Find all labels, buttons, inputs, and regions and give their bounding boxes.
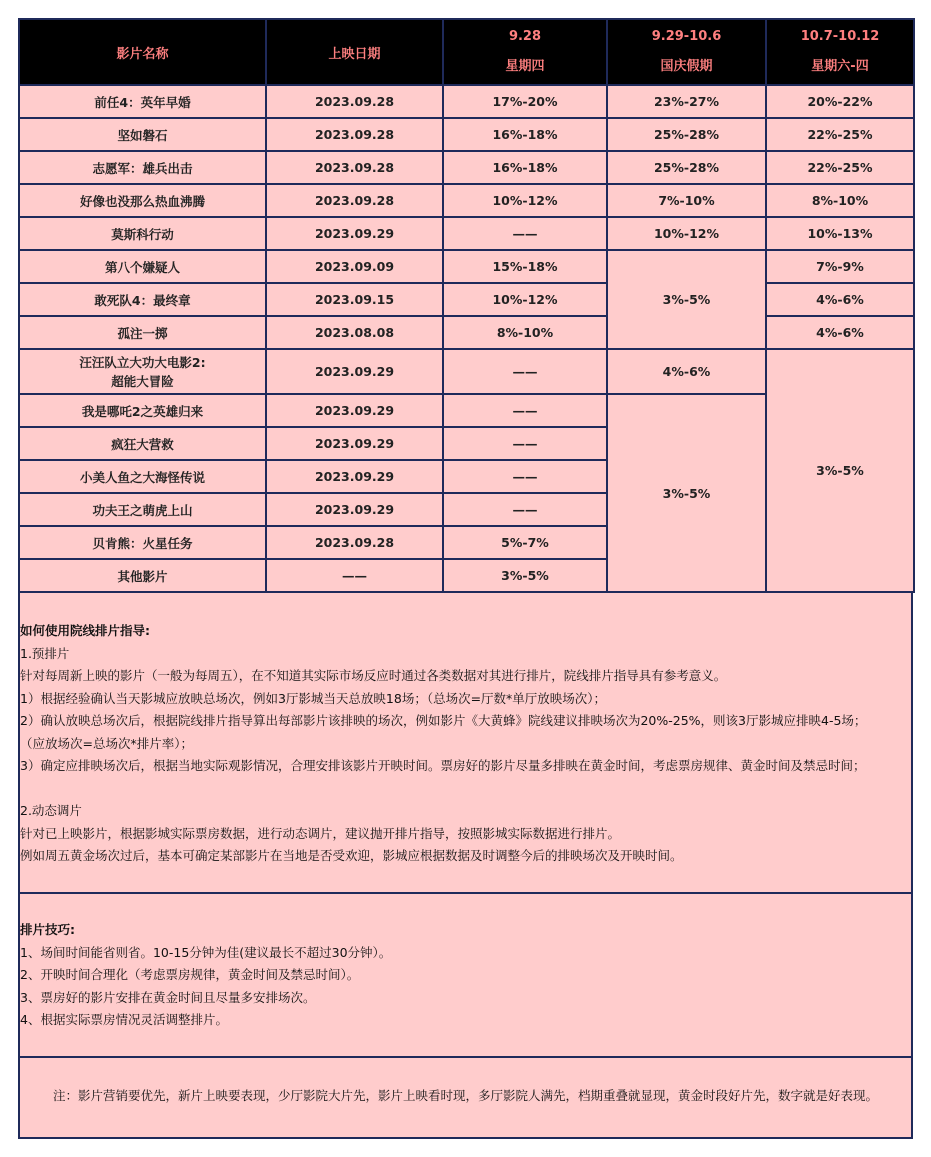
share-period-3: 22%-25% bbox=[766, 151, 914, 184]
tip-line: 1、场间时间能省则省。10-15分钟为佳(建议最长不超过30分钟）。 bbox=[20, 944, 392, 960]
share-period-1: —— bbox=[443, 217, 607, 250]
tip-line: 3、票房好的影片安排在黄金时间且尽量多安排场次。 bbox=[20, 989, 316, 1005]
share-period-2: 4%-6% bbox=[607, 349, 766, 394]
table-header-row bbox=[19, 19, 914, 85]
scheduling-tips-section bbox=[20, 919, 911, 1032]
share-period-1: —— bbox=[443, 394, 607, 427]
film-name: 坚如磐石 bbox=[19, 118, 266, 151]
share-period-3: 22%-25% bbox=[766, 118, 914, 151]
film-name: 前任4：英年早婚 bbox=[19, 85, 266, 118]
header-period-1-date: 9.28 bbox=[508, 29, 542, 44]
table-row bbox=[19, 118, 914, 151]
table-row bbox=[19, 316, 914, 349]
film-name: 小美人鱼之大海怪传说 bbox=[19, 460, 266, 493]
share-period-1: 16%-18% bbox=[443, 151, 607, 184]
film-name: 莫斯科行动 bbox=[19, 217, 266, 250]
share-period-1: 5%-7% bbox=[443, 526, 607, 559]
release-date: 2023.09.28 bbox=[266, 118, 443, 151]
share-period-1: —— bbox=[443, 460, 607, 493]
share-period-3: 4%-6% bbox=[766, 316, 914, 349]
usage-guide-title: 如何使用院线排片指导: bbox=[20, 623, 150, 638]
guide-line: 针对已上映影片，根据影城实际票房数据，进行动态调片，建议抛开排片指导，按照影城实际数据进行排片。 bbox=[20, 825, 621, 841]
table-row bbox=[19, 184, 914, 217]
release-date: 2023.09.29 bbox=[266, 394, 443, 427]
share-period-2: 7%-10% bbox=[607, 184, 766, 217]
release-date: 2023.09.28 bbox=[266, 184, 443, 217]
film-name: 好像也没那么热血沸腾 bbox=[19, 184, 266, 217]
table-row bbox=[19, 151, 914, 184]
guide-line: 3）确定应排映场次后，根据当地实际观影情况，合理安排该影片开映时间。票房好的影片尽量多排映在黄金时间，考虑票房规律、黄金时间及禁忌时间； bbox=[20, 758, 866, 773]
film-name: 志愿军：雄兵出击 bbox=[19, 151, 266, 184]
share-period-3: 20%-22% bbox=[766, 85, 914, 118]
release-date: 2023.09.28 bbox=[266, 85, 443, 118]
header-period-1-day: 星期四 bbox=[505, 59, 545, 74]
guide-line: 2）确认放映总场次后，根据院线排片指导算出每部影片该排映的场次，例如影片《大黄蜂》院线建议排映场次为20%-25%，则该3厅影城应排映4-5场； bbox=[20, 713, 867, 728]
guide-line: 1.预排片 bbox=[20, 645, 70, 661]
film-name: 第八个嫌疑人 bbox=[19, 250, 266, 283]
film-name: 其他影片 bbox=[19, 559, 266, 592]
share-period-1: 15%-18% bbox=[443, 250, 607, 283]
share-period-3: 4%-6% bbox=[766, 283, 914, 316]
release-date: 2023.09.29 bbox=[266, 493, 443, 526]
table-row bbox=[19, 250, 914, 283]
share-period-1: 10%-12% bbox=[443, 184, 607, 217]
film-name bbox=[19, 349, 266, 394]
header-period-3-date: 10.7-10.12 bbox=[800, 29, 880, 44]
table-row bbox=[19, 349, 914, 394]
tips-title: 排片技巧: bbox=[20, 922, 75, 937]
release-date: 2023.09.15 bbox=[266, 283, 443, 316]
film-name-line-2: 超能大冒险 bbox=[111, 373, 174, 389]
share-period-2: 23%-27% bbox=[607, 85, 766, 118]
film-name: 功夫王之萌虎上山 bbox=[19, 493, 266, 526]
table-row bbox=[19, 283, 914, 316]
tip-line: 4、根据实际票房情况灵活调整排片。 bbox=[20, 1012, 228, 1027]
table-row bbox=[19, 85, 914, 118]
share-period-3-merged: 3%-5% bbox=[766, 349, 914, 592]
header-period-3 bbox=[766, 19, 914, 85]
header-period-2 bbox=[607, 19, 766, 85]
tip-line: 2、开映时间合理化（考虑票房规律，黄金时间及禁忌时间）。 bbox=[20, 967, 360, 982]
header-period-3-day: 星期六-四 bbox=[811, 59, 869, 74]
header-period-2-day: 国庆假期 bbox=[660, 59, 713, 74]
guide-line: 针对每周新上映的影片（一般为每周五），在不知道其实际市场反应时通过各类数据对其进行排片，院线排片指导具有参考意义。 bbox=[20, 668, 727, 683]
share-period-2: 25%-28% bbox=[607, 118, 766, 151]
release-date: 2023.08.08 bbox=[266, 316, 443, 349]
share-period-1: 8%-10% bbox=[443, 316, 607, 349]
film-name: 敢死队4：最终章 bbox=[19, 283, 266, 316]
share-period-1: 16%-18% bbox=[443, 118, 607, 151]
release-date: 2023.09.29 bbox=[266, 427, 443, 460]
guide-line: 例如周五黄金场次过后，基本可确定某部影片在当地是否受欢迎，影城应根据数据及时调整今后的排映场次及开映时间。 bbox=[20, 848, 683, 863]
share-period-3: 8%-10% bbox=[766, 184, 914, 217]
film-name: 贝肯熊：火星任务 bbox=[19, 526, 266, 559]
film-name: 疯狂大营救 bbox=[19, 427, 266, 460]
share-period-3: 7%-9% bbox=[766, 250, 914, 283]
release-date: —— bbox=[266, 559, 443, 592]
footer-note: 注：影片营销要优先，新片上映要表现，少厅影院大片先，影片上映看时现，多厅影院人满先，档期重叠就显现，黄金时段好片先，数字就是好表现。 bbox=[52, 1088, 878, 1103]
guide-line: （应放场次=总场次*排片率）； bbox=[20, 735, 193, 751]
header-release-date: 上映日期 bbox=[266, 19, 443, 85]
section-divider bbox=[18, 892, 913, 894]
guide-line: 1）根据经验确认当天影城应放映总场次，例如3厅影城当天总放映18场；（总场次=厅数*单厅放映场次）； bbox=[20, 690, 607, 706]
share-period-2: 10%-12% bbox=[607, 217, 766, 250]
share-period-1: 17%-20% bbox=[443, 85, 607, 118]
section-divider bbox=[18, 1056, 913, 1058]
header-period-2-date: 9.29-10.6 bbox=[651, 29, 722, 44]
share-period-1: —— bbox=[443, 427, 607, 460]
usage-guide-section bbox=[20, 620, 911, 868]
share-period-2-merged: 3%-5% bbox=[607, 394, 766, 592]
table-row bbox=[19, 217, 914, 250]
share-period-1: 3%-5% bbox=[443, 559, 607, 592]
film-name: 孤注一掷 bbox=[19, 316, 266, 349]
release-date: 2023.09.29 bbox=[266, 349, 443, 394]
release-date: 2023.09.28 bbox=[266, 526, 443, 559]
share-period-3: 10%-13% bbox=[766, 217, 914, 250]
release-date: 2023.09.29 bbox=[266, 460, 443, 493]
header-period-1 bbox=[443, 19, 607, 85]
share-period-2-merged: 3%-5% bbox=[607, 250, 766, 349]
guide-line: 2.动态调片 bbox=[20, 803, 82, 818]
schedule-table bbox=[18, 18, 915, 593]
header-film-name: 影片名称 bbox=[19, 19, 266, 85]
film-name: 我是哪吒2之英雄归来 bbox=[19, 394, 266, 427]
share-period-1: —— bbox=[443, 493, 607, 526]
release-date: 2023.09.29 bbox=[266, 217, 443, 250]
share-period-1: 10%-12% bbox=[443, 283, 607, 316]
release-date: 2023.09.09 bbox=[266, 250, 443, 283]
film-name-line-1: 汪汪队立大功大电影2: bbox=[79, 354, 206, 370]
guide-line bbox=[20, 778, 911, 801]
release-date: 2023.09.28 bbox=[266, 151, 443, 184]
share-period-1: —— bbox=[443, 349, 607, 394]
share-period-2: 25%-28% bbox=[607, 151, 766, 184]
